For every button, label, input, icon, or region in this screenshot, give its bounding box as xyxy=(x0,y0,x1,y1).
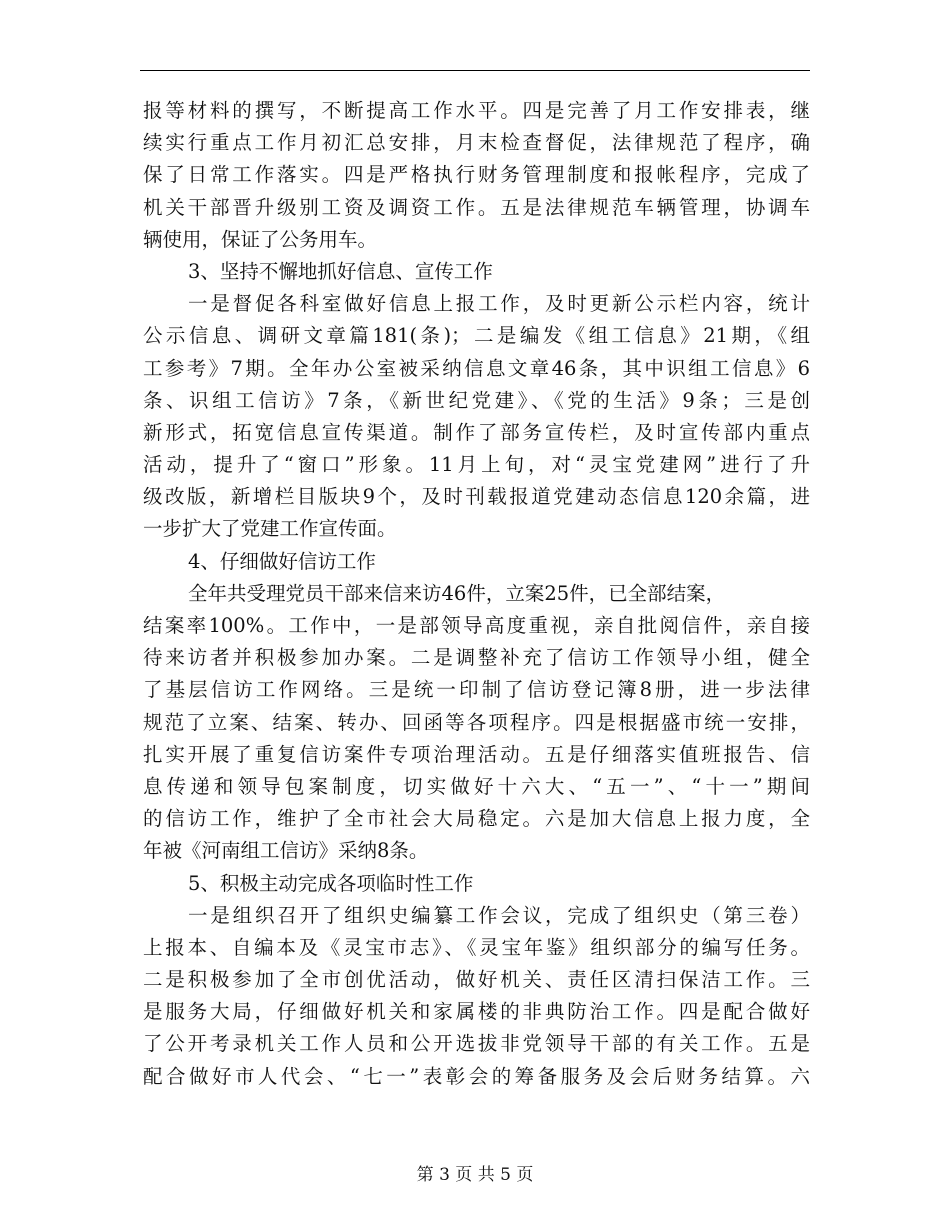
text-line: 报等材料的撰写，不断提高工作水平。四是完善了月工作安排表，继 xyxy=(143,99,810,122)
text-line: 上报本、自编本及《灵宝市志》、《灵宝年鉴》组织部分的编写任务。 xyxy=(143,935,810,959)
text-line: 结案率100%。工作中，一是部领导高度重视，亲自批阅信件，亲自接 xyxy=(143,614,810,637)
text-line: 续实行重点工作月初汇总安排，月末检查督促，法律规范了程序，确 xyxy=(143,131,810,155)
text-line: 保了日常工作落实。四是严格执行财务管理制度和报帐程序，完成了 xyxy=(143,163,810,187)
text-line: 一是组织召开了组织史编纂工作会议，完成了组织史（第三卷） xyxy=(188,903,810,927)
text-line: 新形式，拓宽信息宣传渠道。制作了部务宣传栏，及时宣传部内重点 xyxy=(143,420,810,444)
text-line: 了基层信访工作网络。三是统一印制了信访登记簿8册，进一步法律 xyxy=(143,678,810,702)
text-line: 全年共受理党员干部来信来访46件，立案25件，已全部结案， xyxy=(188,581,726,605)
text-line: 机关干部晋升级别工资及调资工作。五是法律规范车辆管理，协调车 xyxy=(143,195,810,219)
text-line: 扎实开展了重复信访案件专项治理活动。五是仔细落实值班报告、信 xyxy=(143,742,810,766)
text-line: 4、仔细做好信访工作 xyxy=(188,549,376,573)
text-line: 规范了立案、结案、转办、回函等各项程序。四是根据盛市统一安排， xyxy=(143,710,810,734)
text-line: 二是积极参加了全市创优活动，做好机关、责任区清扫保洁工作。三 xyxy=(143,968,810,992)
text-line: 级改版，新增栏目版块9个，及时刊载报道党建动态信息120余篇，进 xyxy=(143,485,810,509)
document-body xyxy=(143,95,810,1093)
text-line: 5、积极主动完成各项临时性工作 xyxy=(188,871,474,895)
text-line: 活动，提升了“窗口”形象。11月上旬，对“灵宝党建网”进行了升 xyxy=(143,453,810,477)
text-line: 条、识组工信访》7条，《新世纪党建》、《党的生活》9条；三是创 xyxy=(143,388,810,412)
text-line: 一步扩大了党建工作宣传面。 xyxy=(143,517,397,541)
header-rule xyxy=(140,70,810,71)
text-line: 的信访工作，维护了全市社会大局稳定。六是加大信息上报力度，全 xyxy=(143,807,810,831)
text-line: 辆使用，保证了公务用车。 xyxy=(143,227,378,251)
text-line: 一是督促各科室做好信息上报工作，及时更新公示栏内容，统计 xyxy=(188,292,810,316)
text-line: 工参考》7期。全年办公室被采纳信息文章46条，其中识组工信息》6 xyxy=(143,356,810,380)
text-line: 息传递和领导包案制度，切实做好十六大、“五一”、“十一”期间 xyxy=(143,774,810,798)
text-line: 了公开考录机关工作人员和公开选拔非党领导干部的有关工作。五是 xyxy=(143,1032,810,1056)
text-line: 配合做好市人代会、“七一”表彰会的筹备服务及会后财务结算。六 xyxy=(143,1064,810,1088)
text-line: 3、坚持不懈地抓好信息、宣传工作 xyxy=(188,259,493,283)
text-line: 待来访者并积极参加办案。二是调整补充了信访工作领导小组，健全 xyxy=(143,646,810,670)
text-line: 年被《河南组工信访》采纳8条。 xyxy=(143,839,429,863)
text-line: 是服务大局，仔细做好机关和家属楼的非典防治工作。四是配合做好 xyxy=(143,1000,810,1024)
text-line: 公示信息、调研文章篇181(条)；二是编发《组工信息》21期，《组 xyxy=(143,324,810,348)
page-number: 第 3 页 共 5 页 xyxy=(416,1165,534,1185)
